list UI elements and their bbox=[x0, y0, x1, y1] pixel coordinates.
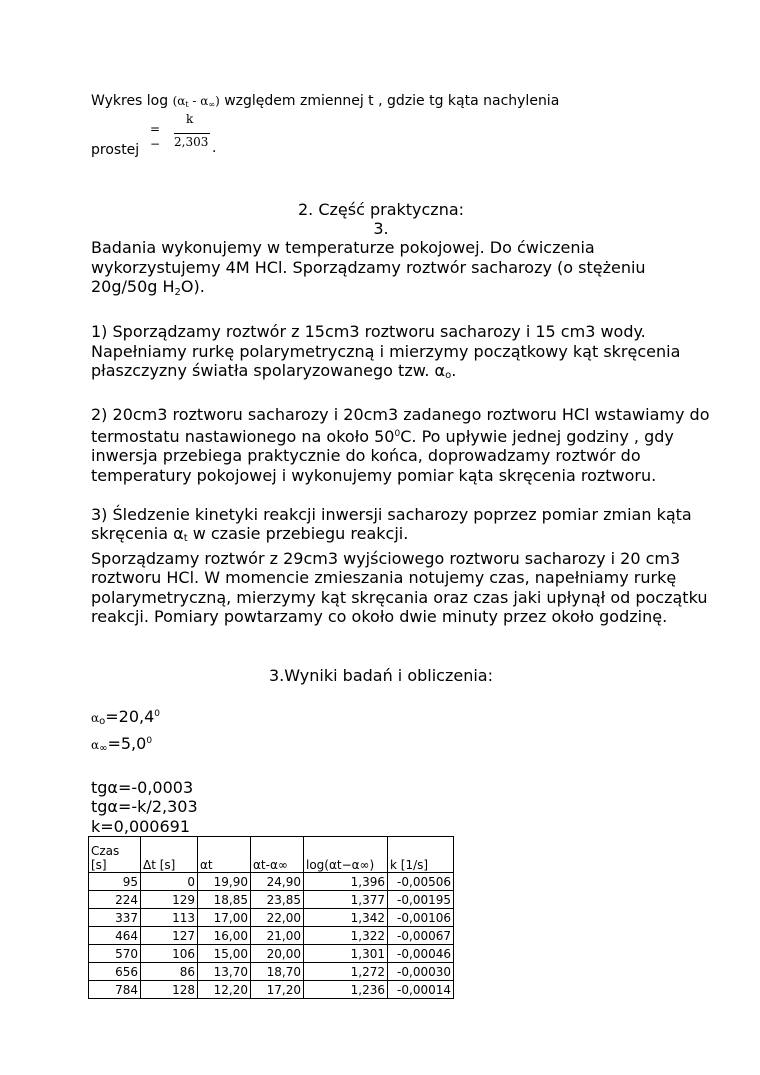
results-table bbox=[88, 836, 454, 999]
table-cell: 0 bbox=[141, 873, 198, 891]
alpha-zero-value: $\alpha_o=20,4^0$ bbox=[91, 707, 160, 727]
table-cell: 17,20 bbox=[251, 981, 304, 999]
table-cell: 16,00 bbox=[198, 927, 251, 945]
table-cell: 1,377 bbox=[304, 891, 388, 909]
table-row bbox=[89, 873, 454, 891]
rate-constant-k: k=0,000691 bbox=[91, 816, 191, 836]
fraction-bar bbox=[174, 133, 210, 134]
table-row bbox=[89, 909, 454, 927]
section-2-title bbox=[91, 200, 671, 220]
tg-alpha-numeric: tgα=-0,0003 bbox=[91, 777, 194, 797]
log-expression: $(\alpha_t - \alpha_\infty)$ bbox=[172, 94, 220, 109]
section-sub-number: 3. bbox=[373, 219, 389, 238]
table-cell: 18,85 bbox=[198, 891, 251, 909]
table-cell: 570 bbox=[89, 945, 141, 963]
table-cell: -0,00014 bbox=[388, 981, 454, 999]
table-cell: 13,70 bbox=[198, 963, 251, 981]
table-cell: 129 bbox=[141, 891, 198, 909]
table-cell: 656 bbox=[89, 963, 141, 981]
section-3-values bbox=[91, 705, 711, 836]
table-row bbox=[89, 981, 454, 999]
alpha-infinity-value: $\alpha_\infty=5,0^0$ bbox=[91, 733, 153, 754]
header-delta-t: Δt [s] bbox=[141, 837, 198, 873]
fraction-denominator: 2,303 bbox=[174, 135, 209, 149]
table-cell: 20,00 bbox=[251, 945, 304, 963]
results-table-body bbox=[89, 837, 454, 999]
intro-line bbox=[91, 92, 559, 114]
table-row bbox=[89, 945, 454, 963]
paragraph-intro: Badania wykonujemy w temperaturze pokojowej. Do ćwiczenia wykorzystujemy 4M HCl. Sporządzamy roztwór sacharozy (o stężeniu 20g/50g $H_2O$). bbox=[91, 238, 646, 298]
table-cell: 224 bbox=[89, 891, 141, 909]
table-cell: 128 bbox=[141, 981, 198, 999]
header-alpha-t: αt bbox=[198, 837, 251, 873]
table-cell: 21,00 bbox=[251, 927, 304, 945]
table-cell: 86 bbox=[141, 963, 198, 981]
table-cell: 127 bbox=[141, 927, 198, 945]
table-row bbox=[89, 891, 454, 909]
table-cell: -0,00067 bbox=[388, 927, 454, 945]
table-cell: 106 bbox=[141, 945, 198, 963]
table-cell: 1,342 bbox=[304, 909, 388, 927]
table-cell: 24,90 bbox=[251, 873, 304, 891]
table-cell: 1,272 bbox=[304, 963, 388, 981]
table-cell: 1,236 bbox=[304, 981, 388, 999]
header-alpha-diff: αt-α∞ bbox=[251, 837, 304, 873]
table-cell: 95 bbox=[89, 873, 141, 891]
table-cell: 12,20 bbox=[198, 981, 251, 999]
section-2-heading: 2. Część praktyczna: bbox=[297, 200, 465, 219]
header-log: log(αt−α∞) bbox=[304, 837, 388, 873]
section-2-body bbox=[91, 238, 711, 627]
section-3-title bbox=[91, 666, 671, 686]
fraction-end-dot: . bbox=[212, 140, 217, 156]
table-cell: -0,00506 bbox=[388, 873, 454, 891]
table-cell: 1,301 bbox=[304, 945, 388, 963]
paragraph-step-2: 2) 20cm3 roztworu sacharozy i 20cm3 zadanego roztworu HCl wstawiamy do termostatu nastawionego na około $50^0C$. Po upływie jednej godziny , gdy inwersja przebiega praktycznie do końca, doprowadzamy roztwór do temperatury pokojowej i wykonujemy pomiar kąta skręcenia roztworu. bbox=[91, 405, 710, 485]
prostej-word: prostej bbox=[91, 142, 140, 158]
table-cell: 22,00 bbox=[251, 909, 304, 927]
table-cell: 17,00 bbox=[198, 909, 251, 927]
table-cell: 15,00 bbox=[198, 945, 251, 963]
section-3-heading: 3.Wyniki badań i obliczenia: bbox=[269, 666, 493, 685]
table-cell: -0,00106 bbox=[388, 909, 454, 927]
table-cell: 337 bbox=[89, 909, 141, 927]
fraction-equals: = − bbox=[150, 122, 161, 151]
intro-text-b: względem zmiennej t , gdzie tg kąta nachylenia bbox=[219, 93, 560, 109]
paragraph-step-1: 1) Sporządzamy roztwór z 15cm3 roztworu sacharozy i 15 cm3 wody. Napełniamy rurkę polarymetryczną i mierzymy początkowy kąt skręcenia płaszczyzny światła spolaryzowanego tzw. $\alpha_o$. bbox=[91, 322, 681, 381]
header-czas: Czas [s] bbox=[89, 837, 141, 873]
paragraph-step-3-procedure: Sporządzamy roztwór z 29cm3 wyjściowego roztworu sacharozy i 20 cm3 roztworu HCl. W momencie zmieszania notujemy czas, napełniamy rurkę polarymetryczną, mierzymy kąt skręcania oraz czas jaki upłynął od początku reakcji. Pomiary powtarzamy co około dwie minuty przez około godzinę. bbox=[91, 548, 708, 626]
table-row bbox=[89, 927, 454, 945]
tg-alpha-formula: tgα=-k/2,303 bbox=[91, 797, 198, 816]
table-cell: 1,322 bbox=[304, 927, 388, 945]
paragraph-step-3: 3) Śledzenie kinetyki reakcji inwersji sacharozy poprzez pomiar zmian kąta skręcenia $\alpha_t$ w czasie przebiegu reakcji. bbox=[91, 504, 692, 544]
table-cell: 19,90 bbox=[198, 873, 251, 891]
table-cell: 18,70 bbox=[251, 963, 304, 981]
table-cell: 113 bbox=[141, 909, 198, 927]
table-cell: -0,00195 bbox=[388, 891, 454, 909]
table-cell: 1,396 bbox=[304, 873, 388, 891]
header-k: k [1/s] bbox=[388, 837, 454, 873]
fraction-numerator: k bbox=[186, 112, 194, 126]
table-cell: -0,00030 bbox=[388, 963, 454, 981]
intro-text-a: Wykres log bbox=[91, 93, 173, 109]
table-cell: 464 bbox=[89, 927, 141, 945]
table-row bbox=[89, 963, 454, 981]
table-cell: 784 bbox=[89, 981, 141, 999]
table-cell: -0,00046 bbox=[388, 945, 454, 963]
table-header-row bbox=[89, 837, 454, 873]
table-cell: 23,85 bbox=[251, 891, 304, 909]
